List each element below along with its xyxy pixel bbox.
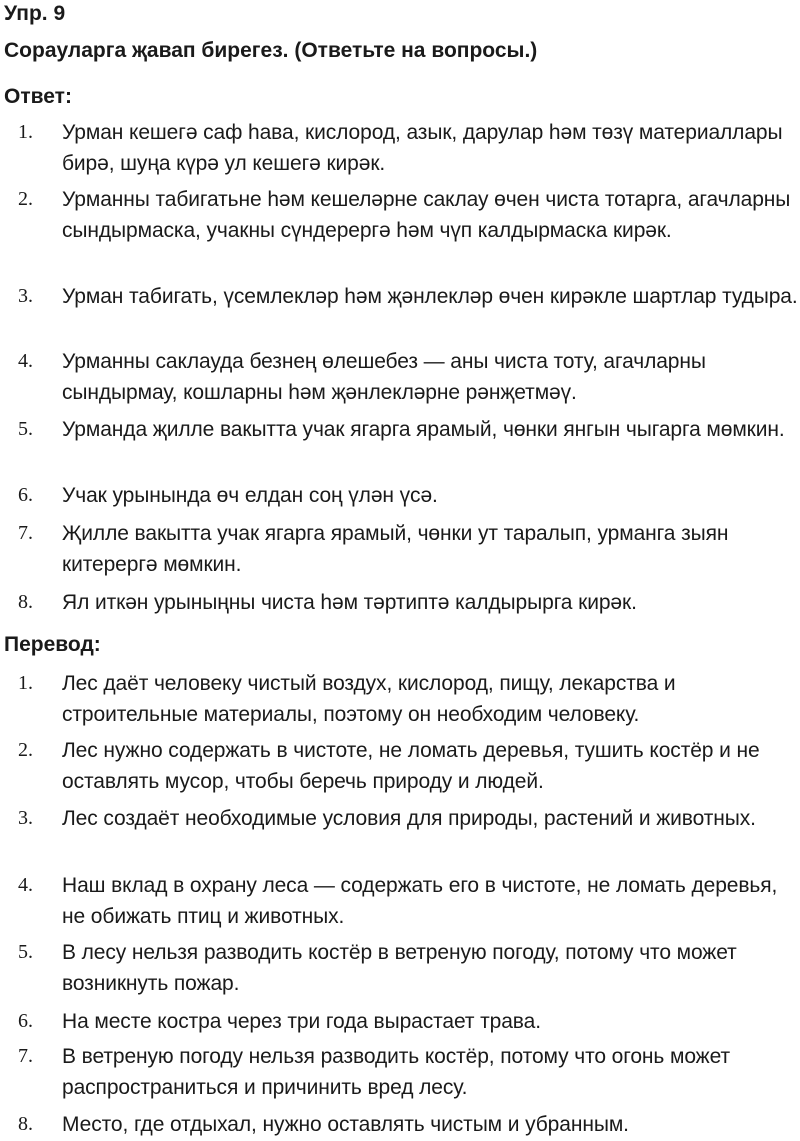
answer-item-number: 2. (18, 188, 33, 210)
answer-item-number: 8. (18, 591, 33, 613)
translation-item-text: Наш вклад в охрану леса — содержать его в чистоте, не ломать деревья, не обижать птиц и животных. (62, 874, 778, 928)
translation-item-number: 8. (18, 1113, 33, 1135)
answer-item-number: 1. (18, 121, 33, 143)
answer-item-number: 6. (18, 484, 33, 506)
answer-item-number: 4. (18, 350, 33, 372)
answer-item-text: Урманны саклауда безнең өлешебез — аны чиста тоту, агачларны сындырмау, кошларны һәм җәнлекләрне рәнҗетмәү. (62, 350, 706, 404)
translation-heading: Перевод: (4, 633, 101, 656)
answer-item-number: 5. (18, 418, 33, 440)
answer-item-text: Урманны табигатьне һәм кешеләрне саклау өчен чиста тотарга, агачларны сындырмаска, учакны сүндерергә һәм чүп калдырмаска кирәк. (62, 188, 791, 242)
translation-item-text: Лес нужно содержать в чистоте, не ломать деревья, тушить костёр и не оставлять мусор, чтобы беречь природу и людей. (62, 739, 760, 793)
translation-item-number: 3. (18, 807, 33, 829)
translation-item-number: 4. (18, 874, 33, 896)
answer-item-text: Учак урынында өч елдан соң үлән үсә. (62, 484, 438, 507)
translation-item-number: 7. (18, 1045, 33, 1067)
answer-item-number: 3. (18, 285, 33, 307)
answer-item-text: Урманда җилле вакытта учак ягарга ярамый, чөнки янгын чыгарга мөмкин. (62, 418, 785, 441)
translation-item-text: Лес даёт человеку чистый воздух, кислород, пищу, лекарства и строительные материалы, поэтому он необходим человеку. (62, 672, 676, 726)
answer-item-text: Урман кешегә саф һава, кислород, азык, дарулар һәм төзү материаллары бирә, шуңа күрә ул кешегә кирәк. (62, 121, 783, 175)
exercise-title: Упр. 9 (4, 2, 66, 25)
answer-item-text: Урман табигать, үсемлекләр һәм җәнлекләр өчен кирәкле шартлар тудыра. (62, 285, 798, 308)
translation-item-text: В ветреную погоду нельзя разводить костёр, потому что огонь может распространиться и причинить вред лесу. (62, 1045, 731, 1099)
translation-item-number: 2. (18, 739, 33, 761)
answer-item-text: Ял иткән урыныңны чиста һәм тәртиптә калдырырга кирәк. (62, 591, 637, 614)
translation-item-text: Место, где отдыхал, нужно оставлять чистым и убранным. (62, 1113, 629, 1136)
task-heading: Сорауларга җавап бирегез. (Ответьте на вопросы.) (4, 39, 538, 62)
translation-item-number: 1. (18, 672, 33, 694)
translation-item-number: 6. (18, 1010, 33, 1032)
translation-item-text: На месте костра через три года вырастает трава. (62, 1010, 541, 1033)
answer-item-number: 7. (18, 522, 33, 544)
translation-item-text: Лес создаёт необходимые условия для природы, растений и животных. (62, 807, 756, 830)
answer-item-text: Җилле вакытта учак ягарга ярамый, чөнки ут таралып, урманга зыян китерергә мөмкин. (62, 522, 729, 576)
translation-item-number: 5. (18, 941, 33, 963)
answer-heading: Ответ: (4, 85, 72, 108)
translation-item-text: В лесу нельзя разводить костёр в ветреную погоду, потому что может возникнуть пожар. (62, 941, 737, 995)
